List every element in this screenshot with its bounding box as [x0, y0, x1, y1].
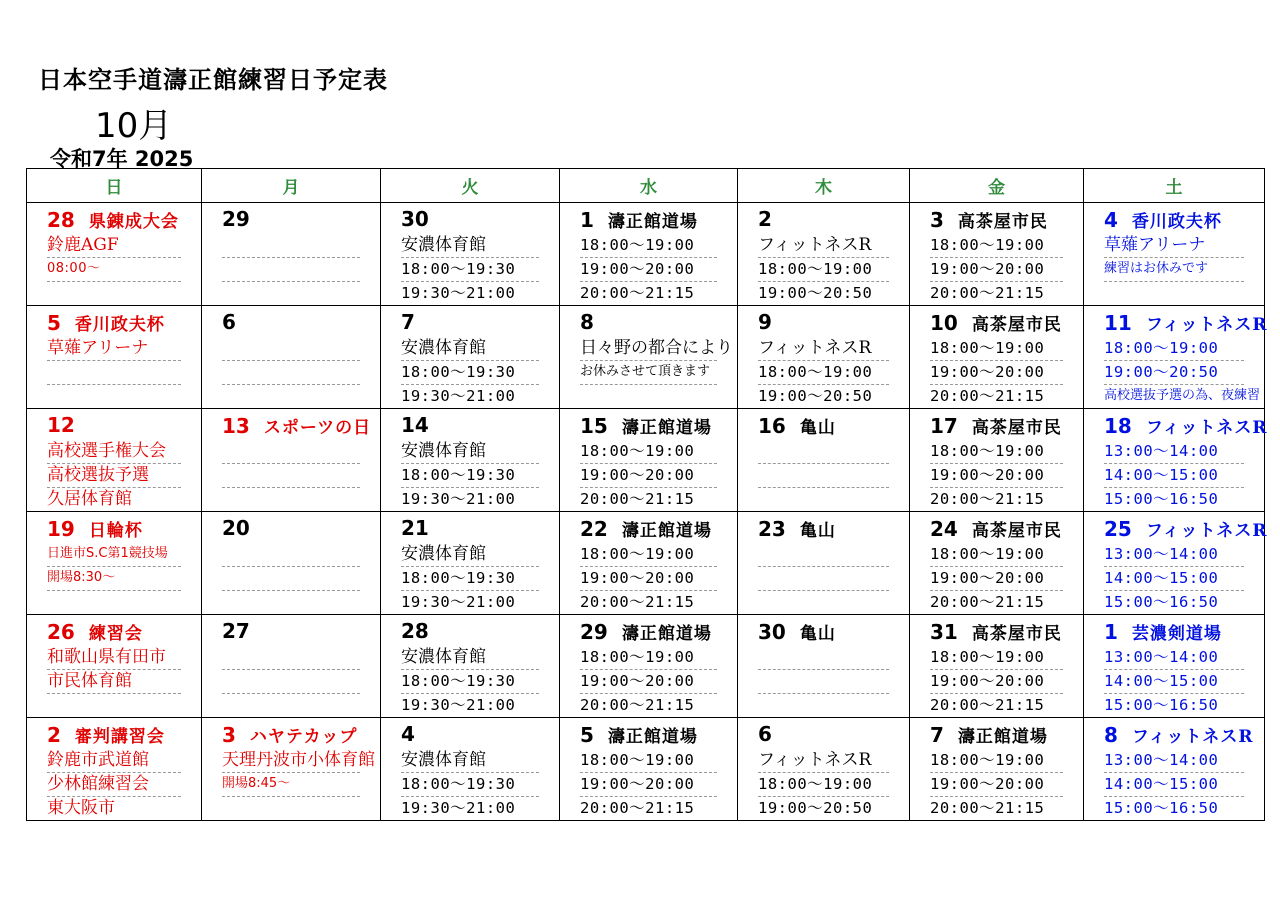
schedule-line: 19:30〜21:00	[401, 696, 516, 714]
schedule-line	[758, 543, 889, 567]
day-cell	[381, 409, 560, 512]
day-cell	[202, 409, 381, 512]
schedule-line: 14:00〜15:00	[1104, 773, 1244, 797]
day-cell	[910, 306, 1084, 409]
schedule-line: 13:00〜14:00	[1104, 646, 1244, 670]
schedule-line: 19:00〜20:00	[580, 773, 717, 797]
schedule-line	[222, 282, 360, 305]
schedule-line: 18:00〜19:00	[930, 543, 1063, 567]
day-cell	[1084, 718, 1265, 821]
schedule-line	[47, 591, 181, 614]
schedule-line: 14:00〜15:00	[1104, 464, 1244, 488]
schedule-line: 19:00〜20:50	[758, 799, 873, 817]
schedule-line: 20:00〜21:15	[930, 387, 1045, 405]
schedule-line: 14:00〜15:00	[1104, 670, 1244, 694]
day-number: 2	[758, 207, 772, 231]
day-cell	[910, 615, 1084, 718]
day-number: 28	[401, 619, 429, 643]
schedule-line: 19:00〜20:00	[580, 670, 717, 694]
schedule-line: 鈴鹿市武道館	[47, 749, 181, 773]
schedule-line: 19:00〜20:00	[580, 258, 717, 282]
day-number: 2	[47, 723, 61, 747]
schedule-line	[222, 567, 360, 591]
day-number: 21	[401, 516, 429, 540]
schedule-line	[758, 591, 889, 614]
day-number: 4	[401, 722, 415, 746]
day-number: 27	[222, 619, 250, 643]
schedule-line: 19:30〜21:00	[401, 387, 516, 405]
schedule-line: 19:00〜20:50	[1104, 361, 1244, 385]
day-cell	[381, 615, 560, 718]
schedule-line: 18:00〜19:30	[401, 670, 539, 694]
schedule-line: 18:00〜19:00	[930, 337, 1063, 361]
schedule-line: 高校選抜予選の為、夜練習	[1104, 388, 1261, 403]
day-cell	[910, 718, 1084, 821]
day-number: 26	[47, 620, 75, 644]
schedule-line: 18:00〜19:30	[401, 361, 539, 385]
schedule-line	[222, 337, 360, 361]
day-number: 8	[580, 310, 594, 334]
schedule-line: 20:00〜21:15	[580, 490, 695, 508]
schedule-line	[222, 591, 360, 614]
day-cell	[381, 512, 560, 615]
schedule-line: 東大阪市	[47, 798, 115, 818]
day-cell	[560, 203, 738, 306]
day-number: 18	[1104, 414, 1132, 438]
schedule-line: 18:00〜19:00	[930, 646, 1063, 670]
schedule-line	[47, 282, 181, 305]
day-event: 濤正館道場	[621, 521, 712, 541]
schedule-line: お休みさせて頂きます	[580, 361, 717, 385]
schedule-line: 20:00〜21:15	[580, 593, 695, 611]
day-number: 15	[580, 414, 608, 438]
day-cell	[202, 718, 381, 821]
day-number: 7	[401, 310, 415, 334]
day-cell	[738, 409, 910, 512]
week-row	[27, 409, 1265, 512]
schedule-line: 08:00〜	[47, 258, 181, 282]
week-row	[27, 718, 1265, 821]
day-number: 16	[758, 414, 786, 438]
day-number: 24	[930, 517, 958, 541]
day-cell	[202, 615, 381, 718]
schedule-line: 19:00〜20:00	[580, 464, 717, 488]
day-number: 1	[1104, 620, 1118, 644]
schedule-line: 草薙アリーナ	[1104, 234, 1244, 258]
day-number: 29	[580, 620, 608, 644]
schedule-line: 安濃体育館	[401, 646, 539, 670]
day-event: 濤正館道場	[607, 727, 698, 747]
schedule-line: 18:00〜19:00	[1104, 337, 1244, 361]
day-event: 日輪杯	[88, 521, 143, 541]
day-cell	[1084, 306, 1268, 409]
schedule-line: 13:00〜14:00	[1104, 749, 1244, 773]
day-number: 13	[222, 414, 250, 438]
schedule-table	[26, 168, 1268, 821]
schedule-line: 久居体育館	[47, 489, 132, 509]
schedule-line: 18:00〜19:00	[580, 440, 717, 464]
schedule-line: 安濃体育館	[401, 440, 539, 464]
schedule-line: 安濃体育館	[401, 337, 539, 361]
schedule-line: 20:00〜21:15	[580, 696, 695, 714]
day-event: 審判講習会	[74, 727, 165, 747]
day-event: フィットネスR	[1145, 315, 1268, 335]
day-number: 3	[222, 723, 236, 747]
schedule-line	[222, 543, 360, 567]
month-label: 10月	[95, 106, 173, 146]
day-number: 17	[930, 414, 958, 438]
schedule-line: フィットネスR	[758, 749, 889, 773]
schedule-line	[758, 440, 889, 464]
schedule-line	[222, 385, 360, 408]
day-number: 28	[47, 208, 75, 232]
weekday-fri: 金	[910, 169, 1084, 203]
day-number: 23	[758, 517, 786, 541]
schedule-line	[222, 464, 360, 488]
schedule-line: 19:00〜20:00	[580, 567, 717, 591]
schedule-line: 18:00〜19:30	[401, 567, 539, 591]
schedule-line: 20:00〜21:15	[930, 696, 1045, 714]
schedule-line: 日進市S.C第1競技場	[47, 543, 181, 567]
schedule-line	[222, 694, 360, 717]
schedule-line: 18:00〜19:00	[580, 543, 717, 567]
schedule-line: 18:00〜19:00	[930, 234, 1063, 258]
day-number: 30	[401, 207, 429, 231]
day-cell	[27, 718, 202, 821]
day-number: 22	[580, 517, 608, 541]
weekday-mon: 月	[202, 169, 381, 203]
day-event: スポーツの日	[263, 418, 372, 438]
day-event: 濤正館道場	[621, 418, 712, 438]
schedule-line: 草薙アリーナ	[47, 337, 181, 361]
day-event: 香川政夫杯	[1131, 212, 1222, 232]
schedule-line: 19:30〜21:00	[401, 490, 516, 508]
page-title: 日本空手道濤正館練習日予定表	[38, 65, 388, 94]
day-cell	[202, 203, 381, 306]
day-cell	[560, 306, 738, 409]
schedule-line	[222, 646, 360, 670]
day-event: 高茶屋市民	[971, 624, 1062, 644]
weekday-sat: 土	[1084, 169, 1265, 203]
schedule-line: 19:00〜20:00	[930, 464, 1063, 488]
schedule-line: 18:00〜19:00	[930, 749, 1063, 773]
day-cell	[560, 718, 738, 821]
schedule-line: 15:00〜16:50	[1104, 696, 1219, 714]
day-number: 10	[930, 311, 958, 335]
day-event: 亀山	[799, 521, 836, 541]
schedule-line: 19:30〜21:00	[401, 593, 516, 611]
schedule-line	[758, 670, 889, 694]
day-cell	[1084, 615, 1265, 718]
day-cell	[1084, 203, 1265, 306]
schedule-line: 18:00〜19:00	[758, 773, 889, 797]
weekday-header-row	[27, 169, 1265, 203]
day-number: 14	[401, 413, 429, 437]
weekday-wed: 水	[560, 169, 738, 203]
schedule-line: 19:30〜21:00	[401, 799, 516, 817]
day-number: 12	[47, 413, 75, 437]
weekday-tue: 火	[381, 169, 560, 203]
schedule-line: 20:00〜21:15	[580, 799, 695, 817]
week-row	[27, 615, 1265, 718]
day-number: 5	[47, 311, 61, 335]
day-cell	[1084, 512, 1268, 615]
schedule-line: 20:00〜21:15	[580, 284, 695, 302]
schedule-line: 19:00〜20:00	[930, 670, 1063, 694]
day-number: 6	[222, 310, 236, 334]
day-event: 亀山	[799, 624, 836, 644]
schedule-line	[758, 567, 889, 591]
day-number: 4	[1104, 208, 1118, 232]
week-row	[27, 203, 1265, 306]
schedule-line	[222, 258, 360, 282]
schedule-line: 18:00〜19:00	[580, 234, 717, 258]
schedule-line	[758, 488, 889, 511]
day-cell	[738, 512, 910, 615]
schedule-line: フィットネスR	[758, 337, 889, 361]
day-event: 亀山	[799, 418, 836, 438]
day-event: 高茶屋市民	[971, 418, 1062, 438]
schedule-line: 19:30〜21:00	[401, 284, 516, 302]
schedule-line: 15:00〜16:50	[1104, 799, 1219, 817]
day-number: 5	[580, 723, 594, 747]
schedule-line: 19:00〜20:00	[930, 258, 1063, 282]
schedule-line: 高校選手権大会	[47, 440, 181, 464]
schedule-line	[1104, 282, 1244, 305]
schedule-line: 開場8:45〜	[222, 773, 360, 797]
day-event: 濤正館道場	[621, 624, 712, 644]
schedule-line: 鈴鹿AGF	[47, 234, 181, 258]
schedule-line: 14:00〜15:00	[1104, 567, 1244, 591]
weekday-thu: 木	[738, 169, 910, 203]
day-cell	[27, 306, 202, 409]
day-cell	[560, 615, 738, 718]
schedule-line	[758, 694, 889, 717]
day-number: 8	[1104, 723, 1118, 747]
schedule-line: 安濃体育館	[401, 234, 539, 258]
day-number: 20	[222, 516, 250, 540]
day-cell	[738, 203, 910, 306]
schedule-line: 20:00〜21:15	[930, 799, 1045, 817]
schedule-line: 13:00〜14:00	[1104, 440, 1244, 464]
schedule-line: 19:00〜20:00	[930, 773, 1063, 797]
day-cell	[738, 615, 910, 718]
week-row	[27, 306, 1265, 409]
day-cell	[202, 306, 381, 409]
schedule-line: 18:00〜19:00	[930, 440, 1063, 464]
schedule-body	[27, 203, 1268, 821]
day-number: 25	[1104, 517, 1132, 541]
day-event: 芸濃剣道場	[1131, 624, 1222, 644]
day-event: 濤正館道場	[607, 212, 698, 232]
schedule-line	[47, 694, 181, 717]
schedule-line: 15:00〜16:50	[1104, 490, 1219, 508]
day-cell	[27, 615, 202, 718]
schedule-line	[758, 646, 889, 670]
schedule-line	[222, 361, 360, 385]
day-number: 19	[47, 517, 75, 541]
schedule-line: 開場8:30〜	[47, 567, 181, 591]
schedule-line: 19:00〜20:50	[758, 284, 873, 302]
day-cell	[560, 409, 738, 512]
schedule-line: 20:00〜21:15	[930, 593, 1045, 611]
day-cell	[27, 409, 202, 512]
schedule-line	[758, 464, 889, 488]
schedule-line	[222, 440, 360, 464]
schedule-line: 高校選抜予選	[47, 464, 181, 488]
day-number: 29	[222, 207, 250, 231]
day-cell	[1084, 409, 1268, 512]
day-cell	[27, 203, 202, 306]
weekday-sun: 日	[27, 169, 202, 203]
schedule-line: 練習はお休みです	[1104, 258, 1244, 282]
schedule-line	[222, 670, 360, 694]
day-cell	[738, 306, 910, 409]
schedule-line: 19:00〜20:50	[758, 387, 873, 405]
day-cell	[910, 409, 1084, 512]
day-number: 7	[930, 723, 944, 747]
schedule-line: 和歌山県有田市	[47, 646, 181, 670]
day-cell	[381, 203, 560, 306]
day-event: 香川政夫杯	[74, 315, 165, 335]
day-cell	[560, 512, 738, 615]
schedule-line: 安濃体育館	[401, 749, 539, 773]
schedule-line: 18:00〜19:00	[580, 749, 717, 773]
day-event: 高茶屋市民	[957, 212, 1048, 232]
schedule-line: 13:00〜14:00	[1104, 543, 1244, 567]
schedule-line: 15:00〜16:50	[1104, 593, 1219, 611]
year-label: 令和7年 2025	[50, 147, 194, 171]
day-number: 6	[758, 722, 772, 746]
day-cell	[910, 203, 1084, 306]
schedule-line: フィットネスR	[758, 234, 889, 258]
day-event: フィットネスR	[1145, 418, 1268, 438]
schedule-line: 天理丹波市小体育館	[222, 749, 360, 773]
day-event: フィットネスR	[1131, 727, 1254, 747]
day-event: 練習会	[88, 624, 143, 644]
schedule-line: 18:00〜19:00	[758, 258, 889, 282]
schedule-line: 18:00〜19:30	[401, 464, 539, 488]
day-number: 30	[758, 620, 786, 644]
schedule-line	[580, 385, 717, 408]
day-cell	[910, 512, 1084, 615]
day-number: 1	[580, 208, 594, 232]
schedule-line: 18:00〜19:30	[401, 773, 539, 797]
day-event: 高茶屋市民	[971, 315, 1062, 335]
schedule-line: 19:00〜20:00	[930, 361, 1063, 385]
schedule-line: 20:00〜21:15	[930, 490, 1045, 508]
schedule-line	[47, 361, 181, 385]
day-number: 3	[930, 208, 944, 232]
day-event: ハヤテカップ	[249, 727, 358, 747]
schedule-line	[222, 488, 360, 511]
day-cell	[381, 306, 560, 409]
schedule-line: 18:00〜19:00	[758, 361, 889, 385]
day-cell	[738, 718, 910, 821]
day-number: 9	[758, 310, 772, 334]
schedule-line: 18:00〜19:00	[580, 646, 717, 670]
schedule-line	[222, 234, 360, 258]
schedule-line: 18:00〜19:30	[401, 258, 539, 282]
week-row	[27, 512, 1265, 615]
day-number: 31	[930, 620, 958, 644]
day-event: 高茶屋市民	[971, 521, 1062, 541]
day-cell	[27, 512, 202, 615]
schedule-line	[222, 797, 360, 820]
schedule-line: 日々野の都合により	[580, 337, 717, 361]
schedule-line: 20:00〜21:15	[930, 284, 1045, 302]
day-number: 11	[1104, 311, 1132, 335]
day-event: 県錬成大会	[88, 212, 179, 232]
day-cell	[381, 718, 560, 821]
schedule-line: 市民体育館	[47, 670, 181, 694]
schedule-line: 19:00〜20:00	[930, 567, 1063, 591]
day-event: 濤正館道場	[957, 727, 1048, 747]
day-event: フィットネスR	[1145, 521, 1268, 541]
day-cell	[202, 512, 381, 615]
schedule-line: 安濃体育館	[401, 543, 539, 567]
schedule-line: 少林館練習会	[47, 773, 181, 797]
schedule-line	[47, 385, 181, 408]
